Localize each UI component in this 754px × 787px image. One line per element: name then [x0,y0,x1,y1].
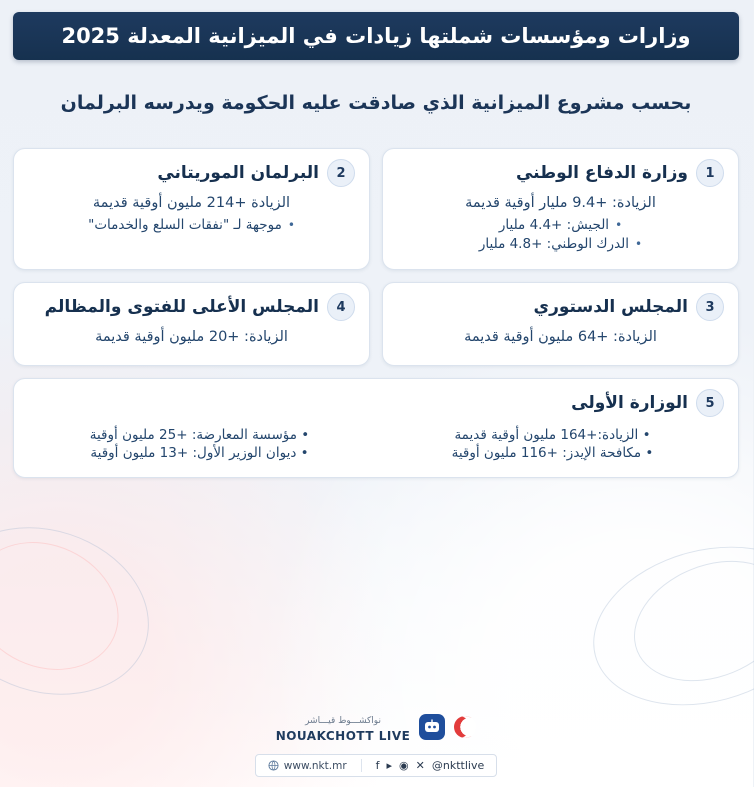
card-title: الوزارة الأولى [572,393,689,413]
brand-logo [0,710,754,744]
social-links[interactable] [377,759,486,772]
bullet-dot: • [302,427,311,443]
footer [0,710,754,777]
bullet-dot: • [646,445,655,461]
brand-text [277,710,412,744]
card-number-badge: 1 [697,159,725,187]
card-title: المجلس الدستوري [534,297,689,317]
title-bar [14,12,740,60]
card-lead: الزيادة: +20 مليون أوقية قديمة [96,329,289,345]
social-handle: @nkttlive [432,759,486,772]
website-link[interactable] [269,760,348,772]
card-bullets [29,217,356,233]
card-defense-ministry [383,148,740,270]
bullet-text: الجيش: +4.4 مليار [499,217,611,233]
card-column-left [29,425,372,463]
page-subtitle: بحسب مشروع الميزانية الذي صادقت عليه الحكومة ويدرسه البرلمان [61,92,693,114]
card-header [29,389,725,417]
card-prime-ministry [14,378,740,478]
website-url: www.nkt.mr [284,759,348,772]
list-item [29,217,356,233]
bullet-dot: • [301,445,310,461]
card-fatwa-council [14,282,371,366]
cards-row-3 [14,378,740,478]
crescent-icon [455,716,477,738]
card-number-badge: 3 [697,293,725,321]
card-number-badge: 2 [328,159,356,187]
cards-row-1 [14,148,740,270]
brand-name-ar: نواكشـــوط قيـــاشر [306,716,382,727]
list-item [382,427,725,443]
card-lead: الزيادة: +64 مليون أوقية قديمة [465,329,658,345]
list-item [382,445,725,461]
brand-name-en: NOUAKCHOTT LIVE [276,729,412,744]
list-item [398,236,725,252]
list-item [29,445,372,461]
card-header [398,293,725,321]
card-columns [29,425,725,463]
x-icon[interactable]: ✕ [416,759,426,772]
bullet-dot: • [616,218,624,232]
bullet-text: مؤسسة المعارضة: +25 مليون أوقية [90,427,298,443]
card-lead: الزيادة: +9.4 مليار أوقية قديمة [466,195,657,211]
card-bullets [398,217,725,252]
messenger-icon[interactable]: ▸ [387,759,394,772]
card-title: وزارة الدفاع الوطني [516,163,689,183]
bullet-text: الزيادة:+164 مليون أوقية قديمة [455,427,640,443]
card-title: المجلس الأعلى للفتوى والمظالم [45,297,320,317]
facebook-icon[interactable]: f [376,759,381,772]
card-header [29,293,356,321]
card-header [398,159,725,187]
list-item [398,217,725,233]
card-parliament [14,148,371,270]
bullet-text: موجهة لـ "نفقات السلع والخدمات" [89,217,283,233]
bullet-text: ديوان الوزير الأول: +13 مليون أوقية [91,445,298,461]
card-number-badge: 4 [328,293,356,321]
app-logo-icon [420,714,446,740]
divider [362,759,363,772]
card-number-badge: 5 [697,389,725,417]
footer-links-bar [256,754,498,777]
bullet-text: مكافحة الإيدز: +116 مليون أوقية [452,445,643,461]
cards-row-2 [14,282,740,366]
globe-icon [269,760,280,771]
cards-grid [14,148,740,490]
bullet-dot: • [636,237,644,251]
card-title: البرلمان الموريتاني [158,163,320,183]
card-column-right [382,425,725,463]
instagram-icon[interactable]: ◉ [400,759,410,772]
page-title: وزارات ومؤسسات شملتها زيادات في الميزانية المعدلة 2025 [62,24,692,48]
card-constitutional-council [383,282,740,366]
card-header [29,159,356,187]
list-item [29,427,372,443]
card-lead: الزيادة +214 مليون أوقية قديمة [93,195,292,211]
bullet-dot: • [643,427,652,443]
bullet-dot: • [288,218,296,232]
bullet-text: الدرك الوطني: +4.8 مليار [479,236,631,252]
